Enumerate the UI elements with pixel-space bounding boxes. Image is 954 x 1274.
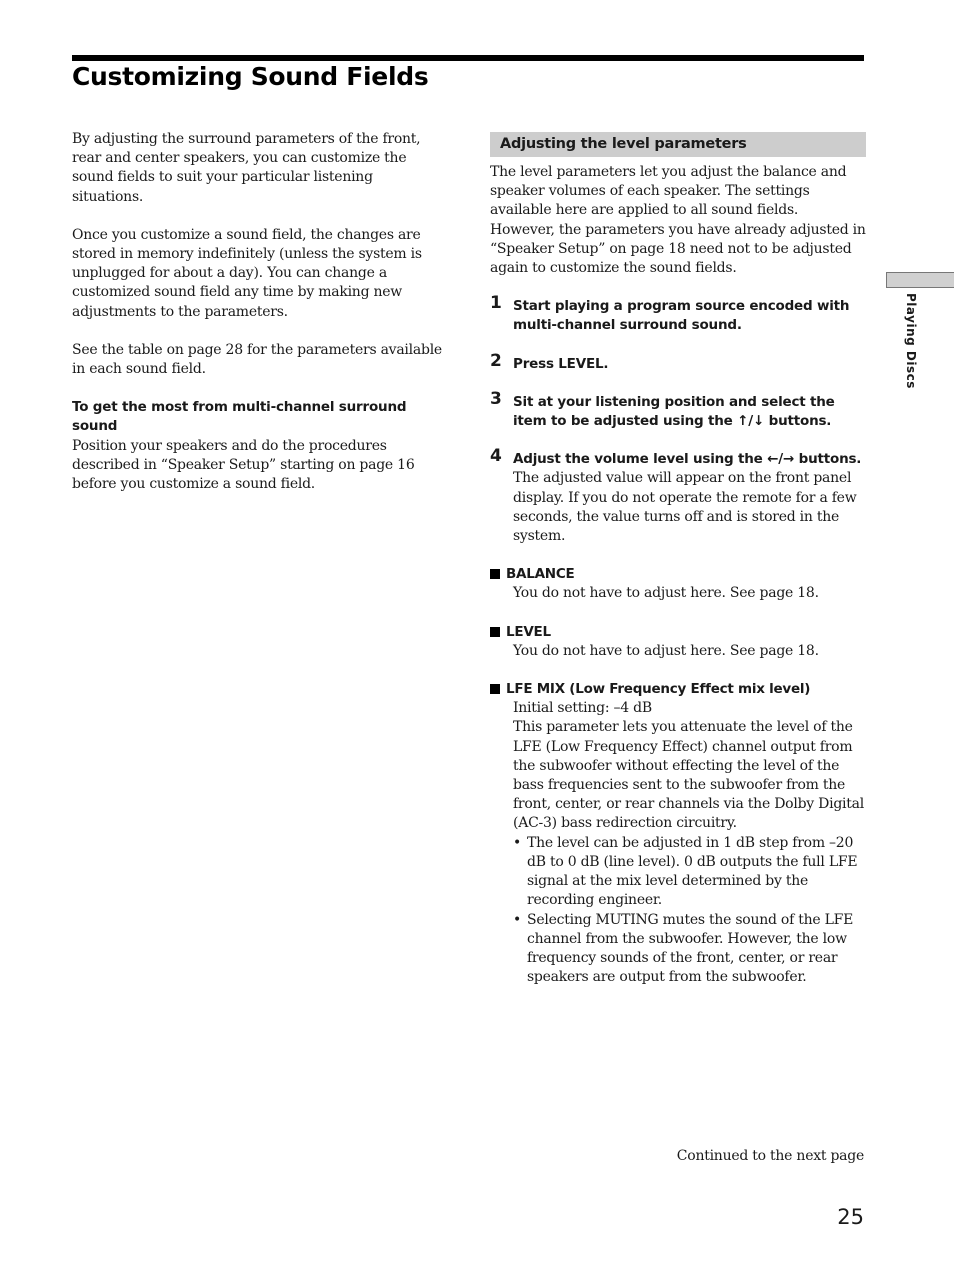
square-bullet-icon — [490, 684, 500, 694]
step-text: Start playing a program source encoded with multi-channel surround sound. — [513, 298, 850, 334]
step-number: 4 — [490, 446, 502, 467]
side-tab-label: Playing Discs — [904, 293, 918, 389]
list-item: • Selecting MUTING mutes the sound of the LFE channel from the subwoofer. However, the low frequency sounds of the front, center, or rear speakers are output from the subwoofer. — [513, 911, 866, 988]
left-column — [72, 130, 444, 494]
section-intro-note: However, the parameters you have already adjusted in “Speaker Setup” on page 18 need not to be adjusted again to customize the sound fields. — [490, 221, 866, 277]
tip-heading: To get the most from multi-channel surround sound — [72, 399, 407, 435]
level-text: You do not have to adjust here. See page 18. — [513, 642, 819, 659]
title-rule — [72, 55, 864, 61]
section-intro: The level parameters let you adjust the balance and speaker volumes of each speaker. The settings available here are applied to all sound fields. — [490, 164, 847, 219]
intro-paragraph: By adjusting the surround parameters of the front, rear and center speakers, you can customize the sound fields to suit your particular listening situations. — [72, 131, 421, 205]
right-column — [490, 132, 866, 987]
step-2 — [490, 350, 866, 374]
continued-note: Continued to the next page — [676, 1148, 864, 1164]
lfe-description: This parameter lets you attenuate the level of the LFE (Low Frequency Effect) channel output from the subwoofer without effecting the level of the bass frequencies sent to the subwoofer from the front, center, or rear channels via the Dolby Digital (AC-3) bass redirection circuitry. — [513, 719, 864, 832]
tip-paragraph: Position your speakers and do the procedures described in “Speaker Setup” starting on page 16 before you customize a sound field. — [72, 437, 415, 493]
left-right-arrow-icon: ←/→ — [767, 451, 795, 468]
table-reference-paragraph: See the table on page 28 for the parameters available in each sound field. — [72, 341, 442, 378]
square-bullet-icon — [490, 627, 500, 637]
step-1 — [490, 293, 866, 335]
step-text: Press LEVEL. — [513, 355, 609, 372]
section-heading: Adjusting the level parameters — [490, 132, 866, 157]
lfe-body — [490, 699, 866, 987]
memory-paragraph: Once you customize a sound field, the changes are stored in memory indefinitely (unless the system is unplugged for about a day). You can change a customized sound field any time by making new adjustments to the parameters. — [72, 226, 422, 320]
page-title: Customizing Sound Fields — [72, 62, 429, 91]
step-number: 1 — [490, 293, 502, 314]
lfe-initial-setting: Initial setting: –4 dB — [513, 700, 652, 717]
page-number: 25 — [837, 1205, 864, 1229]
step-text: Sit at your listening position and select the item to be adjusted using the ↑/↓ buttons. — [513, 393, 835, 430]
square-bullet-icon — [490, 569, 500, 579]
list-item: • The level can be adjusted in 1 dB step from –20 dB to 0 dB (line level). 0 dB outputs the full LFE signal at the mix level determined by the recording engineer. — [513, 834, 866, 911]
step-detail: The adjusted value will appear on the front panel display. If you do not operate the remote for a few seconds, the value turns off and is stored in the system. — [513, 470, 857, 545]
step-text: Adjust the volume level using the ←/→ buttons. — [513, 451, 862, 468]
step-4 — [490, 446, 866, 546]
balance-heading: BALANCE — [490, 565, 866, 584]
step-3 — [490, 388, 866, 431]
side-tab-marker — [886, 272, 954, 288]
balance-text: You do not have to adjust here. See page 18. — [513, 585, 819, 602]
lfe-heading: LFE MIX (Low Frequency Effect mix level) — [490, 680, 866, 699]
step-number: 3 — [490, 388, 502, 409]
step-number: 2 — [490, 350, 502, 371]
up-down-arrow-icon: ↑/↓ — [737, 413, 765, 430]
level-heading: LEVEL — [490, 623, 866, 642]
